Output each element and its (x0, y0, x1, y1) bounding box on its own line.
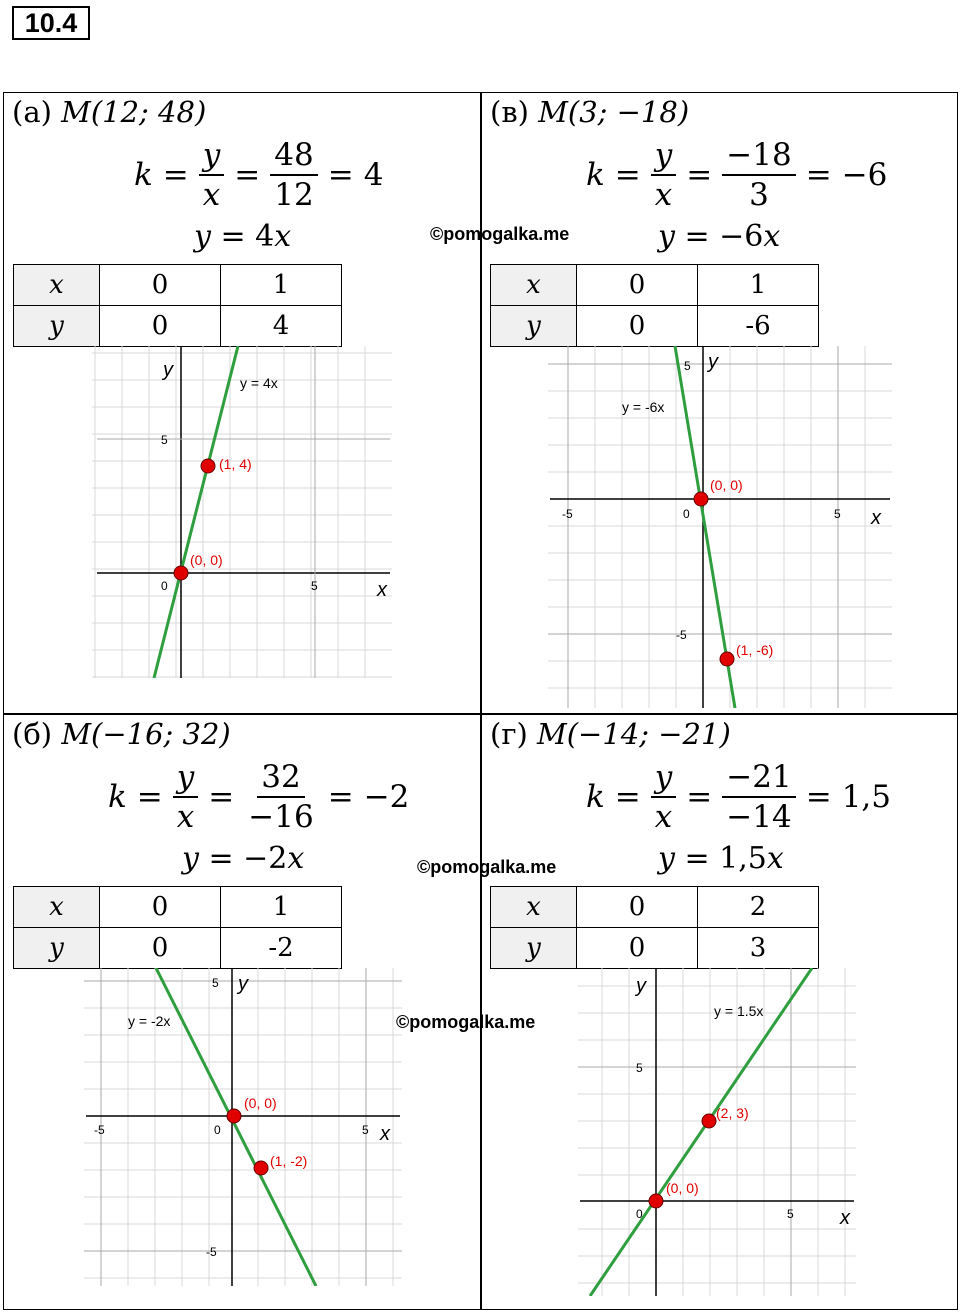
axis-label-y: y (636, 975, 646, 997)
function-line (156, 968, 316, 1286)
axis-label-y: y (163, 359, 173, 381)
panel-label: (г) (490, 717, 528, 751)
point-label: (1, -2) (270, 1153, 308, 1169)
k-formula: k = $\frac{y}{x}$ = $\frac{32}{-16}$ = −2 (108, 759, 410, 835)
table-cell: 0 (100, 306, 221, 347)
task-number: 10.4 (12, 6, 90, 40)
k-formula: k = $\frac{y}{x}$ = $\frac{48}{12}$ = 4 (134, 137, 384, 213)
function-equation: y = −2x (182, 841, 305, 876)
axis-label-x: x (840, 1207, 850, 1229)
k-denominator: 3 (749, 177, 769, 213)
table-cell: 0 (577, 265, 698, 306)
table-header-y: y (491, 306, 577, 347)
point-marker (254, 1161, 268, 1175)
values-table (490, 886, 819, 969)
table-cell: 3 (698, 928, 819, 969)
tick-label-origin: 0 (161, 579, 168, 593)
watermark: ©pomogalka.me (430, 224, 570, 244)
panel-g (482, 715, 958, 1309)
table-header-x: x (14, 265, 100, 306)
panel-point: M(3; −18) (538, 95, 690, 129)
point-label: (0, 0) (666, 1180, 699, 1196)
equation-coef: −2 (243, 841, 288, 876)
point-label: (0, 0) (190, 552, 223, 568)
table-cell: 0 (577, 887, 698, 928)
function-equation: y = 1,5x (658, 841, 784, 876)
function-graph (578, 968, 856, 1296)
table-cell: 0 (100, 265, 221, 306)
panel-point: M(−14; −21) (537, 717, 731, 751)
values-table (13, 886, 342, 969)
graph-svg (578, 968, 856, 1296)
values-table (13, 264, 342, 347)
table-header-x: x (491, 265, 577, 306)
point-marker (201, 459, 215, 473)
point-marker (720, 652, 734, 666)
point-label: (0, 0) (710, 477, 743, 493)
function-equation: y = −6x (658, 219, 781, 254)
point-label: (0, 0) (244, 1095, 277, 1111)
tick-label-y-5: 5 (684, 359, 691, 373)
panel-title (490, 95, 689, 129)
panel-title (12, 95, 206, 129)
k-value: −6 (841, 157, 888, 193)
tick-label-y-neg5: -5 (676, 628, 687, 642)
k-numerator: 32 (257, 760, 304, 798)
tick-label-origin: 0 (683, 507, 690, 521)
table-cell: 1 (221, 265, 342, 306)
axis-label-y: y (238, 973, 248, 995)
tick-label-origin: 0 (636, 1207, 643, 1221)
k-value: 4 (363, 157, 384, 193)
function-graph (84, 968, 402, 1286)
tick-label-x-5: 5 (362, 1123, 369, 1137)
function-line (590, 968, 812, 1296)
point-marker (694, 492, 708, 506)
panel-point: M(−16; 32) (61, 717, 231, 751)
line-label: y = -6x (622, 399, 665, 415)
panel-v (482, 93, 958, 713)
panel-title (12, 717, 231, 751)
axis-label-x: x (380, 1123, 390, 1145)
watermark: ©pomogalka.me (417, 857, 557, 877)
table-cell: 0 (100, 928, 221, 969)
graph-svg (92, 346, 392, 678)
point-marker (702, 1114, 716, 1128)
equation-coef: 4 (255, 219, 275, 254)
point-marker (174, 566, 188, 580)
function-graph (548, 346, 892, 708)
function-equation: y = 4x (194, 219, 292, 254)
table-cell: 0 (100, 887, 221, 928)
k-numerator: −18 (722, 138, 795, 176)
k-denominator: −14 (726, 799, 792, 835)
table-header-x: x (14, 887, 100, 928)
watermark: ©pomogalka.me (396, 1012, 536, 1032)
axis-label-x: x (871, 507, 881, 529)
axis-label-y: y (708, 351, 718, 373)
tick-label-x-neg5: -5 (562, 507, 573, 521)
tick-label-y-5: 5 (212, 976, 219, 990)
point-marker (649, 1194, 663, 1208)
panel-label: (в) (490, 95, 529, 129)
point-marker (227, 1109, 241, 1123)
values-table (490, 264, 819, 347)
tick-label-x-5: 5 (311, 579, 318, 593)
axis-label-x: x (377, 579, 387, 601)
table-header-y: y (14, 306, 100, 347)
table-cell: 0 (577, 928, 698, 969)
tick-label-y-5: 5 (636, 1061, 643, 1075)
table-cell: 0 (577, 306, 698, 347)
tick-label-x-5: 5 (787, 1207, 794, 1221)
table-cell: 4 (221, 306, 342, 347)
graph-svg (548, 346, 892, 708)
tick-label-y-5: 5 (161, 433, 168, 447)
tick-label-x-neg5: -5 (94, 1123, 105, 1137)
table-header-y: y (491, 928, 577, 969)
equation-coef: −6 (719, 219, 764, 254)
table-cell: -6 (698, 306, 819, 347)
k-value: 1,5 (841, 779, 891, 815)
panel-a (4, 93, 480, 713)
graph-svg (84, 968, 402, 1286)
point-label: (1, -6) (736, 642, 774, 658)
line-label: y = 1.5x (714, 1003, 764, 1019)
line-label: y = -2x (128, 1013, 171, 1029)
grid-lines (548, 346, 892, 708)
panel-label: (а) (12, 95, 52, 129)
k-value: −2 (363, 779, 410, 815)
table-header-y: y (14, 928, 100, 969)
equation-coef: 1,5 (719, 841, 767, 876)
table-cell: 1 (698, 265, 819, 306)
k-numerator: 48 (270, 138, 317, 176)
tick-label-y-neg5: -5 (206, 1245, 217, 1259)
k-numerator: −21 (722, 760, 795, 798)
table-header-x: x (491, 887, 577, 928)
function-graph (92, 346, 392, 678)
k-formula: k = $\frac{y}{x}$ = $\frac{-18}{3}$ = −6 (586, 137, 888, 213)
grid-lines (92, 346, 392, 678)
panel-label: (б) (12, 717, 53, 751)
k-formula: k = $\frac{y}{x}$ = $\frac{-21}{-14}$ = 1,5 (586, 759, 891, 835)
point-label: (1, 4) (219, 456, 252, 472)
table-cell: 2 (698, 887, 819, 928)
k-denominator: 12 (274, 177, 314, 213)
panel-point: M(12; 48) (61, 95, 207, 129)
table-cell: 1 (221, 887, 342, 928)
point-label: (2, 3) (716, 1105, 749, 1121)
panel-title (490, 717, 731, 751)
tick-label-origin: 0 (214, 1123, 221, 1137)
tick-label-x-5: 5 (834, 507, 841, 521)
line-label: y = 4x (240, 375, 278, 391)
table-cell: -2 (221, 928, 342, 969)
k-denominator: −16 (248, 799, 314, 835)
function-line (154, 346, 238, 678)
